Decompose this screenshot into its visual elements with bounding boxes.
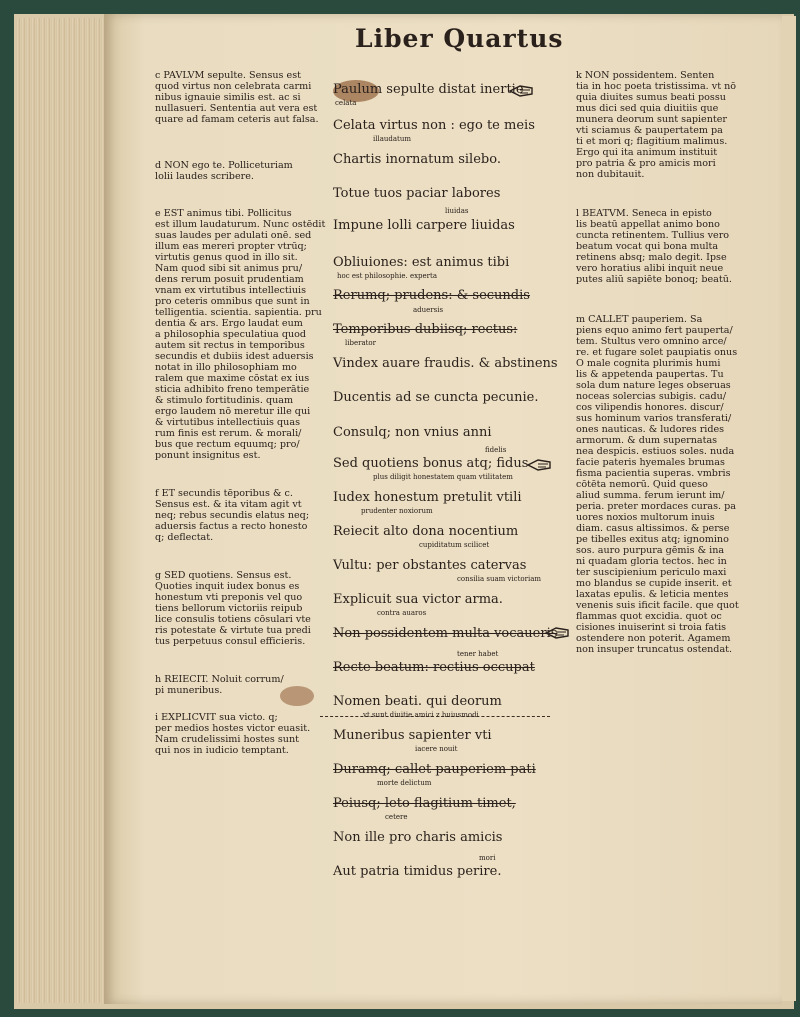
gloss-line: cisiones inuiserint si troia fatis xyxy=(576,622,727,633)
gloss-line: est illum laudaturum. Nunc ostēdit xyxy=(155,219,326,230)
verse-line: Explicuit sua victor arma. xyxy=(333,592,503,607)
gloss-line: peria. preter mordaces curas. pa xyxy=(576,501,736,512)
verse-gloss: iacere nouit xyxy=(415,745,458,753)
gloss-line: quia diuites sumus beati possu xyxy=(576,92,726,103)
verse-line: Nomen beati. qui deorum xyxy=(333,694,502,709)
gloss-line: a philosophia speculatiua quod xyxy=(155,329,307,340)
gloss-line: Sensus est. & ita vitam agit vt xyxy=(155,499,302,510)
verse-gloss: plus diligit honestatem quam vtilitatem xyxy=(373,473,513,481)
gloss-line: rum finis est rerum. & morali/ xyxy=(155,428,302,439)
gloss-line: uores noxios multorum inuis xyxy=(576,512,715,523)
gloss-line: f ET secundis tēporibus & c. xyxy=(155,488,293,499)
gloss-line: laxatas epulis. & leticia mentes xyxy=(576,589,729,600)
gloss-line: nibus ignauie similis est. ac si xyxy=(155,92,301,103)
gloss-line: dentia & ars. Ergo laudat eum xyxy=(155,318,303,329)
verse-line: Recte beatum: rectius occupat xyxy=(333,660,535,675)
gloss-line: retinens absq; malo degit. Ipse xyxy=(576,252,727,263)
gloss-line: ostendere non poterit. Agamem xyxy=(576,633,731,644)
gloss-line: c PAVLVM sepulte. Sensus est xyxy=(155,70,301,81)
gloss-line: ter suscipienium periculo maxi xyxy=(576,567,727,578)
gloss-line: sus hominum varios transferati/ xyxy=(576,413,732,424)
gloss-line: Quoties inquit iudex bonus es xyxy=(155,581,300,592)
gloss-line: m CALLET pauperiem. Sa xyxy=(576,314,703,325)
gloss-line: mus dici sed quia diuitiis que xyxy=(576,103,719,114)
manicule-icon xyxy=(508,82,536,100)
manicule-icon xyxy=(544,624,572,642)
gloss-line: neq; rebus secundis elatus neq; xyxy=(155,510,310,521)
gloss-line: honestum vti preponis vel quo xyxy=(155,592,303,603)
gloss-line: sticia adhibito freno temperātie xyxy=(155,384,310,395)
verse-gloss: hoc est philosophie. experta xyxy=(337,272,437,280)
gloss-line: cuncta retinentem. Tullius vero xyxy=(576,230,730,241)
gloss-line: non dubitauit. xyxy=(576,169,645,180)
gloss-line: ponunt insignitus est. xyxy=(155,450,261,461)
verse-line: Ducentis ad se cuncta pecunie. xyxy=(333,390,539,405)
verse-gloss: cupiditatum scilicet xyxy=(419,541,490,549)
gloss-line: vti sciamus & paupertatem pa xyxy=(576,125,723,136)
gloss-line: qui nos in iudicio temptant. xyxy=(155,745,289,756)
gloss-line: piens equo animo fert pauperta/ xyxy=(576,325,733,336)
gloss-line: Ergo qui ita animum instituit xyxy=(576,147,718,158)
verse-gloss: consilia suam victoriam xyxy=(457,575,542,583)
gloss-line: aduersis factus a recto honesto xyxy=(155,521,308,532)
verse-gloss: celata xyxy=(335,99,357,107)
gloss-line: non insuper truncatus ostendat. xyxy=(576,644,733,655)
gloss-line: O male cognita plurimis humi xyxy=(576,358,721,369)
gloss-line: d NON ego te. Polliceturiam xyxy=(155,160,293,171)
gloss-line: flammas quot excidia. quot oc xyxy=(576,611,722,622)
gloss-line: tia in hoc poeta tristissima. vt nō xyxy=(576,81,737,92)
gloss-line: i EXPLICVIT sua victo. q; xyxy=(155,712,278,723)
gloss-line: cos vilipendis honores. discur/ xyxy=(576,402,724,413)
gloss-line: vero horatius alibi inquit neue xyxy=(576,263,724,274)
gloss-line: lis & appetenda paupertas. Tu xyxy=(576,369,724,380)
gloss-line: armorum. & dum supernatas xyxy=(576,435,718,446)
gloss-line: g SED quotiens. Sensus est. xyxy=(155,570,292,581)
gloss-line: telligentia. scientia. sapientia. pru xyxy=(155,307,322,318)
gloss-line: lice consulis totiens cōsulari vte xyxy=(155,614,311,625)
gloss-line: ergo laudem nō meretur ille qui xyxy=(155,406,311,417)
gloss-line: ones nauticas. & ludores rides xyxy=(576,424,725,435)
gloss-line: lolii laudes scribere. xyxy=(155,171,254,182)
gloss-line: k NON possidentem. Senten xyxy=(576,70,715,81)
verse-gloss: prudenter noxiorum xyxy=(361,507,433,515)
gloss-line: aliud summa. ferum ierunt im/ xyxy=(576,490,725,501)
verse-line: Iudex honestum pretulit vtili xyxy=(333,490,522,505)
gloss-line: tem. Stultus vero omnino arce/ xyxy=(576,336,727,347)
verse-gloss: contra auaros xyxy=(377,609,427,617)
gloss-line: diam. casus altissimos. & perse xyxy=(576,523,730,534)
gloss-line: venenis suis ificit facile. que quot xyxy=(576,600,739,611)
gloss-line: pe tibelles exitus atq; ignomino xyxy=(576,534,729,545)
verse-line: Chartis inornatum silebo. xyxy=(333,152,501,167)
gloss-line: putes aliū sapiēte bonoq; beatū. xyxy=(576,274,732,285)
manicule-icon xyxy=(526,456,554,474)
gloss-line: illum eas mereri propter vtrūq; xyxy=(155,241,307,252)
gloss-line: autem sit rectus in temporibus xyxy=(155,340,305,351)
gloss-line: per medios hostes victor euasit. xyxy=(155,723,311,734)
verse-line: Non ille pro charis amicis xyxy=(333,830,503,845)
gloss-line: fisma pacientia superas. vmbris xyxy=(576,468,731,479)
verse-gloss: cetere xyxy=(385,813,408,821)
gloss-line: quod virtus non celebrata carmi xyxy=(155,81,312,92)
gloss-line: quare ad famam ceteris aut falsa. xyxy=(155,114,319,125)
gloss-line: suas laudes per adulati onē. sed xyxy=(155,230,312,241)
verse-line: Vultu: per obstantes catervas xyxy=(333,558,527,573)
gloss-line: virtutis genus quod in illo sit. xyxy=(155,252,298,263)
gloss-line: sos. auro purpura gēmis & ina xyxy=(576,545,725,556)
gloss-line: sola dum nature leges obseruas xyxy=(576,380,731,391)
right-page-edge xyxy=(782,16,796,1001)
gloss-line: nea despicis. estiuos soles. nuda xyxy=(576,446,735,457)
verse-line: Impune lolli carpere liuidas xyxy=(333,218,515,233)
gloss-line: noceas solercias subigis. cadu/ xyxy=(576,391,727,402)
gloss-line: ti et mori q; flagitium malimus. xyxy=(576,136,728,147)
verse-gloss: mori xyxy=(479,854,496,862)
gloss-line: pro ceteris omnibus que sunt in xyxy=(155,296,310,307)
gloss-line: nullasueri. Sententia aut vera est xyxy=(155,103,318,114)
gloss-line: pro patria & pro amicis mori xyxy=(576,158,716,169)
verse-line: Paulum sepulte distat inertie xyxy=(333,82,524,97)
verse-line: Temporibus dubiisq; rectus: xyxy=(333,322,518,337)
verse-line: Duramq; callet pauperiem pati xyxy=(333,762,536,777)
verse-line: Peiusq; leto flagitium timet, xyxy=(333,796,516,811)
gloss-line: vnam ex virtutibus intellectiuis xyxy=(155,285,306,296)
gloss-line: pi muneribus. xyxy=(155,685,223,696)
gloss-line: tus perpetuus consul efficieris. xyxy=(155,636,306,647)
verse-line: Rerumq; prudens: & secundis xyxy=(333,288,530,303)
gloss-line: l BEATVM. Seneca in episto xyxy=(576,208,712,219)
left-gloss-column xyxy=(155,70,327,770)
gloss-line: notat in illo philosophiam mo xyxy=(155,362,297,373)
gloss-line: ralem que maxime cōstat ex ius xyxy=(155,373,310,384)
verse-line: Sed quotiens bonus atq; fidus xyxy=(333,456,529,471)
verse-gloss: liuidas xyxy=(445,207,469,215)
verse-gloss: vt sunt diuitie amici z huiusmodi xyxy=(363,711,479,719)
gloss-line: munera deorum sunt sapienter xyxy=(576,114,728,125)
verse-gloss: morte delictum xyxy=(377,779,432,787)
gloss-line: q; deflectat. xyxy=(155,532,214,543)
gloss-line: mo blandus se cupide inserit. et xyxy=(576,578,732,589)
gloss-line: secundis et dubiis idest aduersis xyxy=(155,351,314,362)
verse-line: Obliuiones: est animus tibi xyxy=(333,255,510,270)
gloss-line: re. et fugare solet paupiatis onus xyxy=(576,347,738,358)
page-edges xyxy=(16,18,108,1003)
verse-line: Aut patria timidus perire. xyxy=(333,864,502,879)
verse-line: Celata virtus non : ego te meis xyxy=(333,118,535,133)
gloss-line: & virtutibus intellectiuis quas xyxy=(155,417,300,428)
verse-line: Vindex auare fraudis. & abstinens xyxy=(333,356,558,371)
gloss-line: dens rerum posuit prudentiam xyxy=(155,274,304,285)
gloss-line: Nam crudelissimi hostes sunt xyxy=(155,734,300,745)
gloss-line: ni quadam gloria tectos. hec in xyxy=(576,556,727,567)
verse-gloss: liberator xyxy=(345,339,376,347)
verse-line: Consulq; non vnius anni xyxy=(333,425,492,440)
gloss-line: Nam quod sibi sit animus pru/ xyxy=(155,263,303,274)
verse-gloss: aduersis xyxy=(413,306,444,314)
verse-line: Totue tuos paciar labores xyxy=(333,186,501,201)
verse-line: Non possidentem multa vocaueris xyxy=(333,626,558,641)
verse-gloss: fidelis xyxy=(485,446,507,454)
gloss-line: cōtēta nemorū. Quid queso xyxy=(576,479,708,490)
gloss-line: tiens bellorum victoriis reipub xyxy=(155,603,303,614)
gloss-line: h REIECIT. Noluit corrum/ xyxy=(155,674,284,685)
running-head: Liber Quartus xyxy=(355,24,564,53)
gloss-line: facie pateris hyemales brumas xyxy=(576,457,725,468)
verse-line: Reiecit alto dona nocentium xyxy=(333,524,519,539)
gloss-line: beatum vocat qui bona multa xyxy=(576,241,719,252)
verse-gloss: tener habet xyxy=(457,650,499,658)
gloss-line: e EST animus tibi. Pollicitus xyxy=(155,208,292,219)
gloss-line: ris potestate & virtute tua predi xyxy=(155,625,311,636)
gloss-line: & stimulo fortitudinis. quam xyxy=(155,395,294,406)
verse-gloss: illaudatum xyxy=(373,135,412,143)
verse-line: Muneribus sapienter vti xyxy=(333,728,492,743)
gloss-line: lis beatū appellat animo bono xyxy=(576,219,720,230)
verse-column xyxy=(333,82,565,902)
dotted-rule xyxy=(320,716,550,717)
right-gloss-column xyxy=(576,70,750,710)
gloss-line: bus que rectum equumq; pro/ xyxy=(155,439,300,450)
